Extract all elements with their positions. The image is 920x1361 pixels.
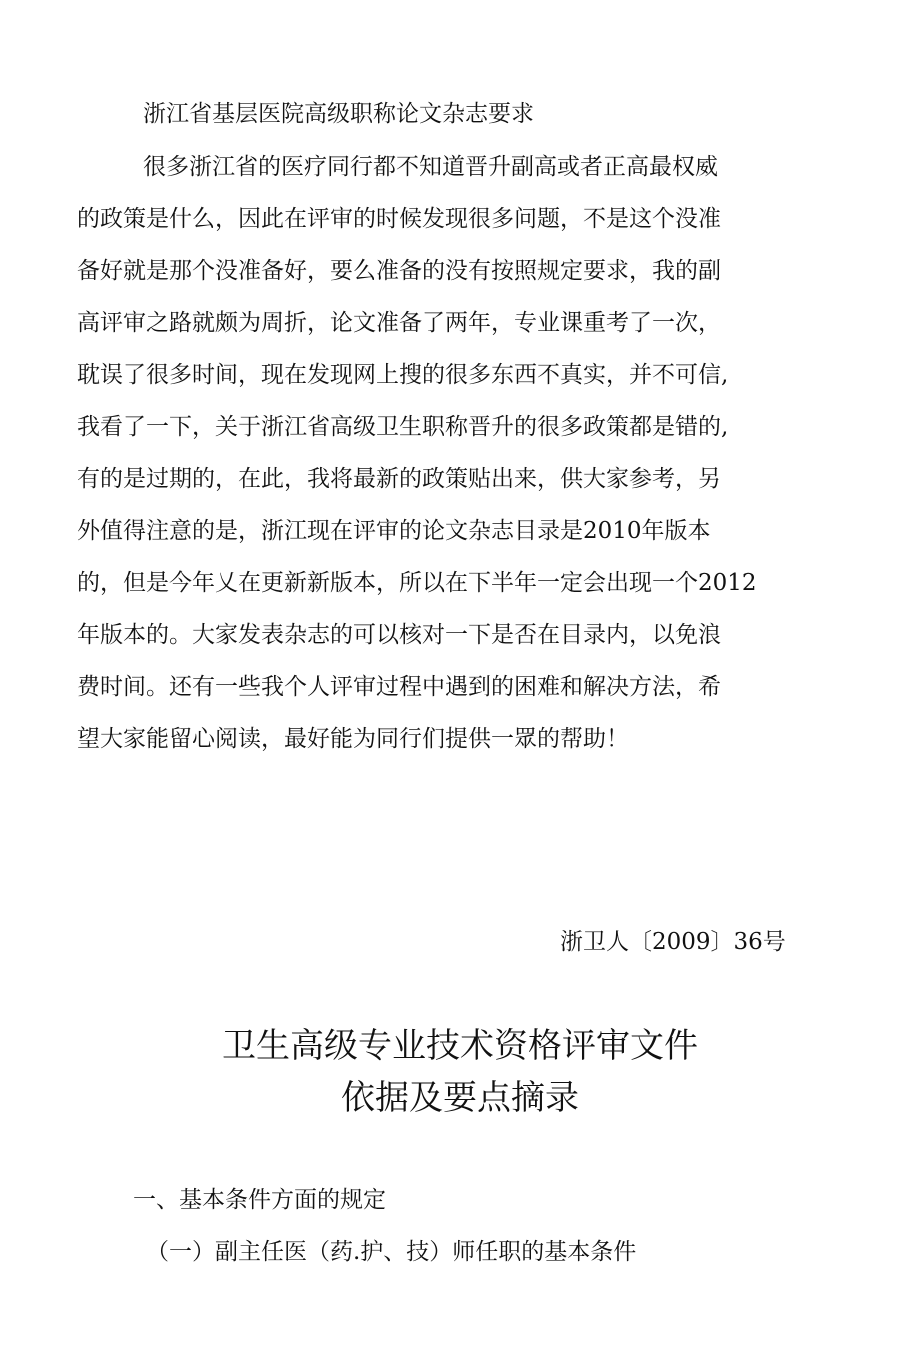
section-heading: 一、基本条件方面的规定: [133, 1187, 386, 1213]
subsection-heading: （一）副主任医（药.护、技）师任职的基本条件: [146, 1239, 637, 1265]
paragraph-line: 耽误了很多时间，现在发现网上搜的很多东西不真实，并不可信,: [77, 362, 729, 388]
paragraph-line: 我看了一下，关于浙江省高级卫生职称晋升的很多政策都是错的,: [77, 414, 729, 440]
paragraph-line: 的政策是什么，因此在评审的时候发现很多问题，不是这个没准: [77, 206, 721, 232]
paragraph-line: 很多浙江省的医疗同行都不知道晋升副高或者正高最权威: [143, 154, 718, 180]
intro-paragraph: [77, 147, 837, 771]
paragraph-line: 望大家能留心阅读，最好能为同行们提供一眾的帮助！: [77, 726, 629, 752]
document-title: 浙江省基层医院高级职称论文杂志要求: [143, 101, 534, 127]
paragraph-line: 备好就是那个没准备好，要么准备的没有按照规定要求，我的副: [77, 258, 721, 284]
document-number: 浙卫人〔2009〕36号: [560, 929, 786, 955]
paragraph-line: 的，但是今年乂在更新新版本，所以在下半年一定会出现一个2012: [77, 570, 757, 596]
paragraph-line: 高评审之路就颇为周折，论文准备了两年，专业课重考了一次，: [77, 310, 721, 336]
paragraph-line: 有的是过期的，在此，我将最新的政策贴出来，供大家参考，另: [77, 466, 721, 492]
paragraph-line: 费时间。还有一些我个人评审过程中遇到的困难和解决方法，希: [77, 674, 721, 700]
paragraph-line: 年版本的。大家发表杂志的可以核对一下是否在目录内，以免浪: [77, 622, 721, 648]
main-heading-line-1: 卫生高级专业技术资格评审文件: [222, 1026, 698, 1066]
paragraph-line: 外值得注意的是，浙江现在评审的论文杂志目录是2010年版本: [77, 518, 711, 544]
main-heading-line-2: 依据及要点摘录: [341, 1078, 579, 1118]
